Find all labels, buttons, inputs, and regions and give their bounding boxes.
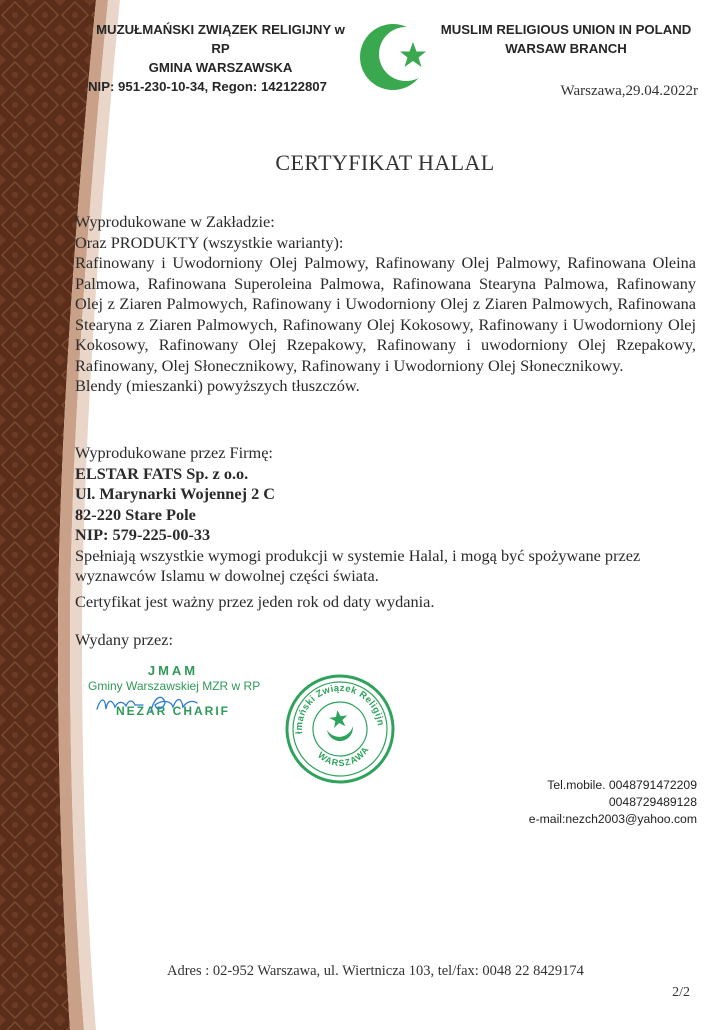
- crescent-star-icon: [355, 20, 437, 94]
- branch-name-en: WARSAW BRANCH: [505, 41, 627, 56]
- footer-address: Adres : 02-952 Warszawa, ul. Wiertnicza 103, tel/fax: 0048 22 8429174: [167, 963, 584, 979]
- validity-statement: Certyfikat jest ważny przez jeden rok od daty wydania.: [75, 592, 435, 611]
- signature-organization: Gminy Warszawskiej MZR w RP: [88, 679, 261, 693]
- signatory-name: NEZAR CHARIF: [116, 704, 230, 718]
- org-name-en: MUSLIM RELIGIOUS UNION IN POLAND: [440, 22, 692, 37]
- svg-text:WARSZAWA: [315, 743, 373, 772]
- handwritten-signature: [93, 691, 203, 717]
- branch-name-pl: GMINA WARSZAWSKA: [148, 60, 293, 75]
- manufacturer-street: Ul. Marynarki Wojennej 2 C: [75, 484, 276, 503]
- manufacturer-nip: NIP: 579-225-00-33: [75, 525, 211, 544]
- products-intro: Wyprodukowane w Zakładzie:: [75, 212, 275, 231]
- issue-date: Warszawa,29.04.2022r: [560, 83, 698, 99]
- manufacturer-city: 82-220 Stare Pole: [75, 504, 196, 524]
- halal-statement: Spełniają wszystkie wymogi produkcji w systemie Halal, i mogą być spożywane przez wyznawców Islamu w dowolnej części świata.: [75, 545, 641, 585]
- products-heading: Oraz PRODUKTY (wszystkie warianty):: [75, 232, 344, 252]
- phone-secondary: 0048729489128: [608, 795, 697, 809]
- header-org-english: [435, 20, 697, 58]
- header-org-polish: [88, 20, 353, 96]
- products-blends: Blendy (mieszanki) powyższych tłuszczów.: [75, 376, 360, 395]
- manufacturer-section: [75, 443, 696, 587]
- issued-by-label: Wydany przez:: [75, 630, 174, 649]
- certificate-title: CERTYFIKAT HALAL: [275, 150, 495, 175]
- products-section: [75, 212, 696, 397]
- page-number: 2/2: [672, 985, 690, 1000]
- seal-city-text: WARSZAWA: [315, 744, 371, 769]
- signature-title: JMAM: [147, 663, 199, 678]
- manufacturer-intro: Wyprodukowane przez Firmę:: [75, 443, 273, 462]
- phone-primary: Tel.mobile. 0048791472209: [547, 778, 697, 792]
- products-list: Rafinowany i Uwodorniony Olej Palmowy, Rafinowany Olej Palmowy, Rafinowana Oleina Palmowa, Rafinowana Superoleina Palmowa, Rafinowana Stearyna Palmowa, Rafinowany Olej z Ziaren Palmowych, Rafinowany i Uwodorniony Olej z Ziaren Palmowych, Rafinowana Stearyna z Ziaren Palmowych, Rafinowany Olej Kokosowy, Rafinowany i Uwodorniony Olej Kokosowy, Rafinowany Olej Rzepakowy, Rafinowany i uwodorniony Olej Rzepakowy, Rafinowany, Olej Słonecznikowy, Rafinowany i Uwodorniony Olej Słonecznikowy.: [75, 253, 696, 375]
- org-name-pl: MUZUŁMAŃSKI ZWIĄZEK RELIGIJNY w RP: [96, 22, 345, 56]
- imam-signature-stamp: [88, 663, 261, 719]
- org-ids: NIP: 951-230-10-34, Regon: 142122807: [88, 79, 327, 94]
- round-seal-stamp: [283, 672, 397, 786]
- email-address: e-mail:nezch2003@yahoo.com: [528, 812, 697, 826]
- contact-info: [529, 777, 697, 828]
- seal-ring-text: Muzułmański Związek Religijny: [293, 682, 386, 735]
- manufacturer-name: ELSTAR FATS Sp. z o.o.: [75, 463, 249, 483]
